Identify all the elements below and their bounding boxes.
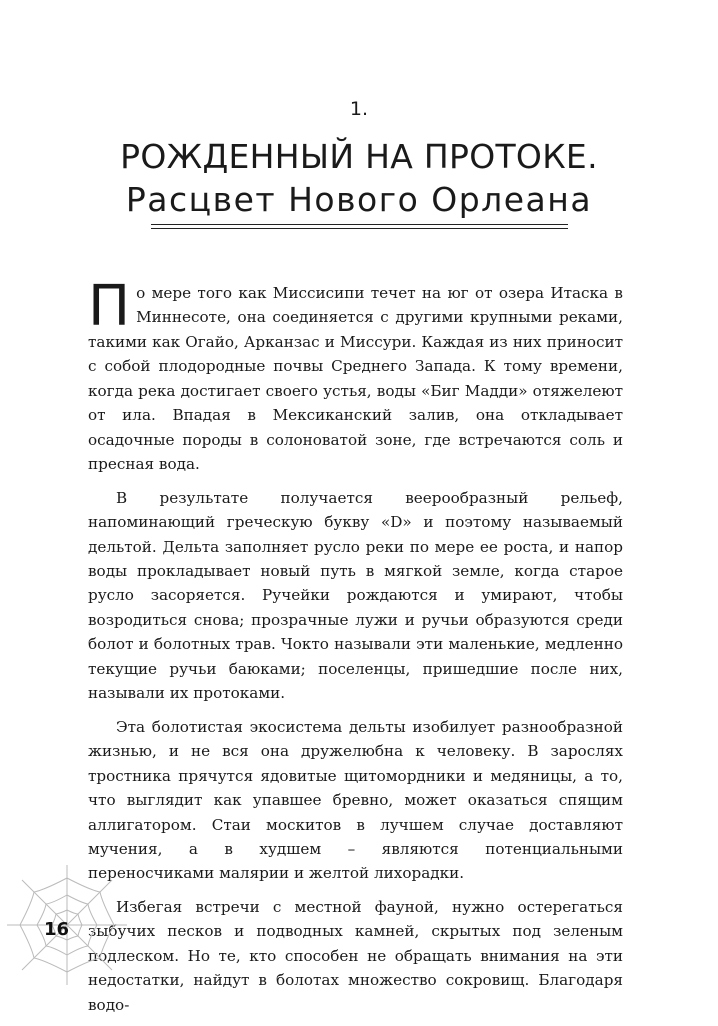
page-number: 16 [44, 919, 70, 940]
chapter-number: 1. [349, 98, 369, 120]
body-text [88, 274, 623, 1026]
paragraph: В результате получается веерообразный рельеф, напоминающий греческую букву «D» и поэтому называемый дельтой. Дельта заполняет русло реки по мере ее роста, и напор воды прокладывает новый путь в мягкой земле, когда старое русло засоряется. Ручейки рождаются и умирают, чтобы возродиться снова; прозрачные лужи и ручьи образуются среди болот и болотных трав. Чокто называли эти маленькие, медленно текущие ручьи баюками; поселенцы, пришедшие после них, называли их протоками. [88, 488, 623, 703]
title-rule-bottom [151, 228, 568, 229]
paragraph-text: о мере того как Миссисипи течет на юг от озера Итаска в Миннесоте, она соединяется с другими крупными реками, такими как Огайо, Арканзас и Миссури. Каждая из них приносит с собой плодородные почвы Среднего Запада. К тому времени, когда река достигает своего устья, воды «Биг Мадди» отяжелеют от ила. Впадая в Мексиканский залив, она откладывает осадочные породы в солоноватой зоне, где встречаются соль и пресная вода. [88, 284, 623, 474]
drop-cap: П [88, 274, 131, 339]
paragraph: Эта болотистая экосистема дельты изобилует разнообразной жизнью, и не вся она дружелюбна к человеку. В зарослях тростника прячутся ядовитые щитомордники и медяницы, а то, что выглядит как упавшее бревно, может оказаться спящим аллигатором. Стаи москитов в лучшем случае доставляют мучения, а в худшем – являются потенциальными переносчиками малярии и желтой лихорадки. [88, 717, 623, 883]
paragraph: Избегая встречи с местной фауной, нужно остерегаться зыбучих песков и подводных камней, скрытых под зеленым подлеском. Но те, кто способен не обращать внимания на эти недостатки, найдут в болотах множество сокровищ. Благодаря водо- [88, 897, 623, 1014]
chapter-subtitle: Расцвет Нового Орлеана [125, 180, 593, 219]
title-rule-top [151, 224, 568, 225]
chapter-title: РОЖДЕННЫЙ НА ПРОТОКЕ. [120, 137, 598, 176]
paragraph [88, 274, 623, 477]
